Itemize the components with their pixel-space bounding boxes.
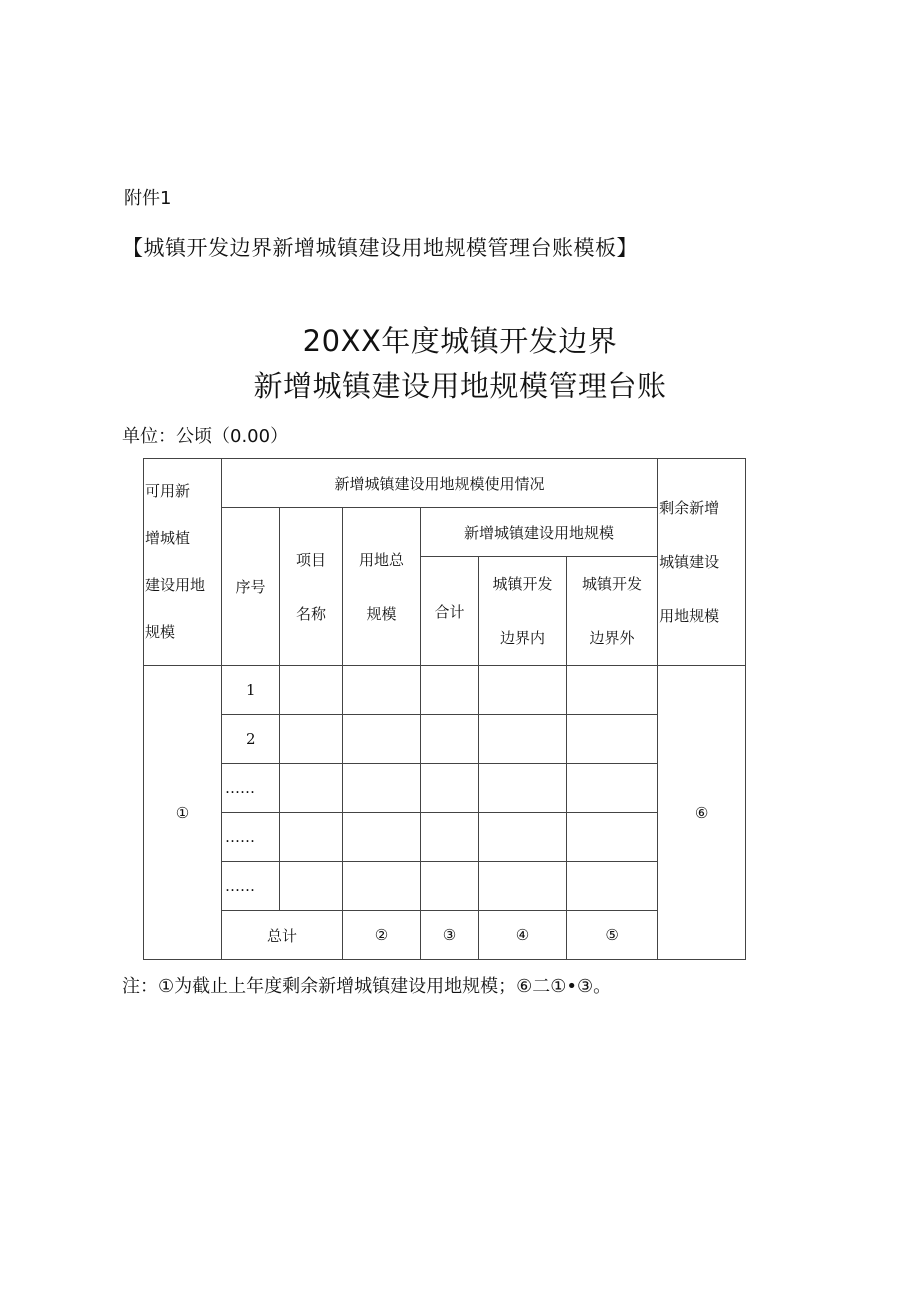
row-seq: …… xyxy=(222,813,280,862)
seq-header: 序号 xyxy=(222,508,280,666)
template-title: 【城镇开发边界新增城镇建设用地规模管理台账模板】 xyxy=(122,236,638,260)
attachment-label: 附件1 xyxy=(124,188,172,209)
total-land-marker: ② xyxy=(343,911,421,960)
row-seq: 1 xyxy=(222,666,280,715)
ledger-title-line1: 20XX年度城镇开发边界 xyxy=(302,324,618,358)
ledger-table xyxy=(143,458,746,960)
table-row xyxy=(144,862,746,911)
project-name-header: 项目 名称 xyxy=(280,508,343,666)
unit-label: 单位：公顷（0.00） xyxy=(122,426,289,447)
usage-header: 新增城镇建设用地规模使用情况 xyxy=(222,459,658,508)
new-scale-header: 新增城镇建设用地规模 xyxy=(421,508,658,557)
ledger-title-line2: 新增城镇建设用地规模管理台账 xyxy=(253,369,667,403)
row-seq: …… xyxy=(222,862,280,911)
total-subtotal-marker: ③ xyxy=(421,911,479,960)
land-total-header: 用地总 规模 xyxy=(343,508,421,666)
table-row xyxy=(144,715,746,764)
total-row xyxy=(144,911,746,960)
table-row xyxy=(144,813,746,862)
outside-boundary-header: 城镇开发 边界外 xyxy=(567,557,658,666)
total-inside-marker: ④ xyxy=(479,911,567,960)
remaining-scale-marker: ⑥ xyxy=(658,666,746,960)
available-scale-marker: ① xyxy=(144,666,222,960)
row-seq: …… xyxy=(222,764,280,813)
row-seq: 2 xyxy=(222,715,280,764)
table-row xyxy=(144,764,746,813)
available-scale-header: 可用新 增城植 建设用地 规模 xyxy=(144,459,222,666)
remaining-scale-header: 剩余新增 城镇建设 用地规模 xyxy=(658,459,746,666)
inside-boundary-header: 城镇开发 边界内 xyxy=(479,557,567,666)
total-label: 总计 xyxy=(222,911,343,960)
table-row xyxy=(144,666,746,715)
footnote: 注：①为截止上年度剩余新增城镇建设用地规模；⑥二①•③。 xyxy=(122,976,612,997)
total-outside-marker: ⑤ xyxy=(567,911,658,960)
subtotal-header: 合计 xyxy=(421,557,479,666)
